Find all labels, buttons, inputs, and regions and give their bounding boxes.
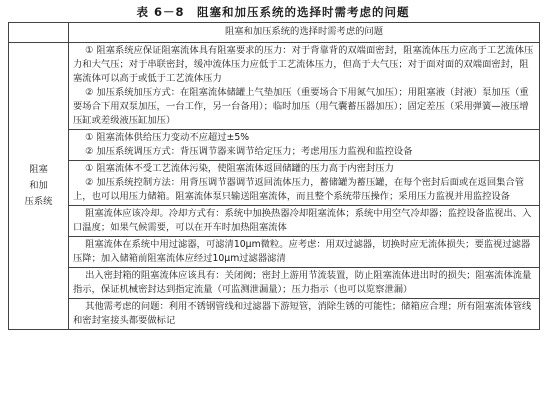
row-label-cell [9,43,69,330]
table-cell [69,130,540,161]
cell-paragraph: 其他需考虑的问题：利用不锈钢管线和过滤器下游短管，消除生锈的可能性；储箱应合理；所有阻塞流体管线和密封室接头都要做标记 [73,301,532,326]
table-cell [69,206,540,237]
cell-paragraph: ② 加压系统加压方式：在阻塞流体储罐上气垫加压（重要场合下用氮气加压）；用阻塞液（封液）泵加压（重要场合下用双泵加压，一台工作，另一台备用）；临时加压（用气囊蓄压器加压）；固定差压（采用弹簧—液压增压缸或差级液压缸加压） [73,87,529,126]
header-spacer-cell [9,23,69,43]
cell-paragraph: ① 阻塞系统应保证阻塞流体具有阻塞要求的压力：对于背靠背的双端面密封，阻塞流体压力应高于工艺流体压力和大气压；对于串联密封，缓冲流体压力应低于工艺流体压力，但高于大气压；对于面对面的双端面密封，阻塞流体可以高于或低于工艺流体压力 [73,45,534,84]
cell-paragraph: 阻塞流体应该冷却。冷却方式有：系统中加换热器冷却阻塞流体；系统中用空气冷却器；监控设备监视出、入口温度；如果气候需要，可以在开车时加热阻塞流体 [73,208,532,233]
table-cell [69,43,540,130]
cell-paragraph: ② 加压系统调压方式：背压调节器来调节给定压力；考虑用压力监视和监控设备 [85,146,413,157]
row-label-line: 压系统 [24,196,53,207]
table-row [9,299,540,330]
table-cell [69,268,540,299]
cell-paragraph: 出入密封箱的阻塞流体应该具有：关闭阀；密封上游用节流装置，防止阻塞流体进出时的损失；阻塞流体流量指示，保证机械密封达到指定流量（可监测泄漏量）；压力指示（也可以览察泄漏） [73,270,532,295]
cell-paragraph: ① 阻塞流体不受工艺流体污染，使阻塞流体返回储罐的压力高于内密封压力 [85,163,394,174]
cell-paragraph: ① 阻塞流体供给压力变动不应超过±5% [85,132,250,143]
table-header-row [9,23,540,43]
table-row [9,237,540,268]
table-row [9,268,540,299]
table-row [9,161,540,206]
table-title: 表 6－8 阻塞和加压系统的选择时需考虑的问题 [136,5,410,19]
considerations-table [8,22,540,330]
table-row [9,206,540,237]
cell-paragraph: 阻塞流体在系统中用过滤器，可滤清10μm微粒。应考虑：用双过滤器，切换时应无流体损失；要监视过滤器压降；加入储箱前阻塞流体应经过10μm过滤器滤清 [73,239,531,264]
table-row [9,130,540,161]
table-cell [69,299,540,330]
table-header-cell: 阻塞和加压系统的选择时需考虑的问题 [69,23,540,43]
cell-paragraph: ② 加压系统控制方法：用背压调节器调节返回流体压力，蓄储罐为蓄压罐，在每个密封后面或在返回集合管上，也可以用压力储箱。阻塞流体泵只输送阻塞流体，而且整个系统带压操作；采用压力监视并用监控设备 [73,177,525,202]
table-cell [69,161,540,206]
row-label-line: 阻塞 [29,164,48,175]
row-label-line: 和加 [29,180,48,191]
table-row [9,43,540,130]
table-cell [69,237,540,268]
